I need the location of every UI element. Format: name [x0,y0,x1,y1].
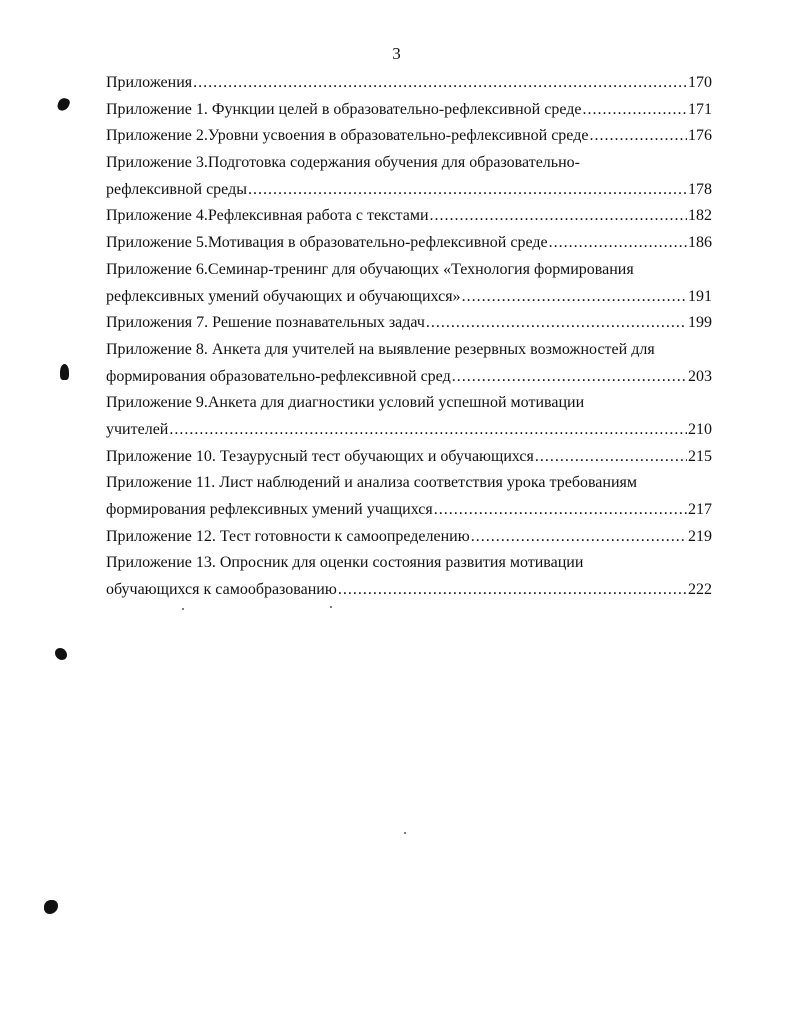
toc-entry-text: Приложение 6.Семинар-тренинг для обучающих «Технология формирования [106,260,634,278]
scan-speck [404,832,406,834]
scan-blot [55,648,67,660]
toc-entry-text: Приложение 1. Функции целей в образовательно-рефлексивной среде [106,100,582,118]
dot-leader [337,577,687,604]
toc-entry-text: Приложение 3.Подготовка содержания обучения для образовательно- [106,154,580,172]
toc-entry-text: Приложение 12. Тест готовности к самоопределению [106,527,470,545]
toc-line [106,70,712,97]
toc-line [106,97,712,124]
dot-leader [461,284,687,311]
dot-leader [470,524,687,551]
toc-entry-text: Приложение 10. Тезаурусный тест обучающих и обучающихся [106,447,534,465]
toc-page-number: 170 [688,74,712,91]
page-number: 3 [392,44,401,63]
scan-speck [182,608,184,610]
dot-leader [425,310,687,337]
scan-blot [60,364,69,380]
dot-leader [247,177,687,204]
scan-speck [330,606,332,608]
toc-line [106,310,712,337]
toc-entry-text: Приложение 4.Рефлексивная работа с текстами [106,207,429,225]
toc-entry-text: Приложение 11. Лист наблюдений и анализа соответствия урока требованиям [106,474,638,492]
toc-entry-text: учителей [106,420,169,438]
toc-line [106,390,712,417]
toc-entry-text: Приложения 7. Решение познавательных задач [106,314,425,332]
toc-entry-text: формирования рефлексивных умений учащихся [106,501,433,518]
toc-page-number: 203 [688,367,712,385]
toc-line [106,284,712,311]
toc-line [106,524,712,551]
toc-entry-text: Приложение 2.Уровни усвоения в образовательно-рефлексивной среде [106,127,589,145]
toc-page-number: 186 [688,234,712,252]
dot-leader [588,123,687,150]
toc-entry-text: рефлексивной среды [106,180,247,198]
scan-blot [44,900,58,914]
toc-page-number: 217 [688,501,712,518]
toc-line [106,150,712,177]
dot-leader [581,97,687,124]
toc-line [106,177,712,204]
toc-page-number: 222 [688,581,712,599]
toc-line [106,577,712,604]
toc-page-number: 182 [688,207,712,225]
toc-line [106,417,712,444]
toc-page-number: 176 [688,127,712,145]
toc-page-number: 178 [688,180,712,198]
toc-line [106,337,712,364]
dot-leader [534,444,687,471]
dot-leader [192,70,687,97]
toc-line [106,470,712,497]
toc-line [106,257,712,284]
toc-line [106,364,712,391]
toc-entry-text: Приложение 5.Мотивация в образовательно-рефлексивной среде [106,234,548,252]
dot-leader [168,417,687,444]
toc-entry-text: обучающихся к самообразованию [106,581,337,599]
toc-page-number: 191 [688,287,712,305]
toc-line [106,497,712,524]
toc-entry-text: Приложение 9.Анкета для диагностики условий успешной мотивации [106,394,585,412]
toc-line [106,230,712,257]
dot-leader [548,230,687,257]
toc-line [106,444,712,471]
toc-entry-text: Приложения [106,74,193,91]
toc-page-number: 171 [688,100,712,118]
scan-blot [56,97,71,113]
toc-entry-text: Приложение 13. Опросник для оценки состояния развития мотивации [106,554,584,572]
toc-line [106,203,712,230]
toc-entry-text: рефлексивных умений обучающих и обучающихся» [106,287,461,305]
toc-page-number: 215 [688,447,712,465]
table-of-contents [106,70,712,604]
toc-page-number: 210 [688,420,712,438]
dot-leader [433,497,687,524]
toc-page-number: 199 [688,314,712,332]
toc-entry-text: Приложение 8. Анкета для учителей на выявление резервных возможностей для [106,340,655,358]
toc-page-number: 219 [688,527,712,545]
dot-leader [451,364,687,391]
toc-entry-text: формирования образовательно-рефлексивной сред [106,367,451,385]
dot-leader [429,203,688,230]
toc-line [106,123,712,150]
toc-line [106,550,712,577]
